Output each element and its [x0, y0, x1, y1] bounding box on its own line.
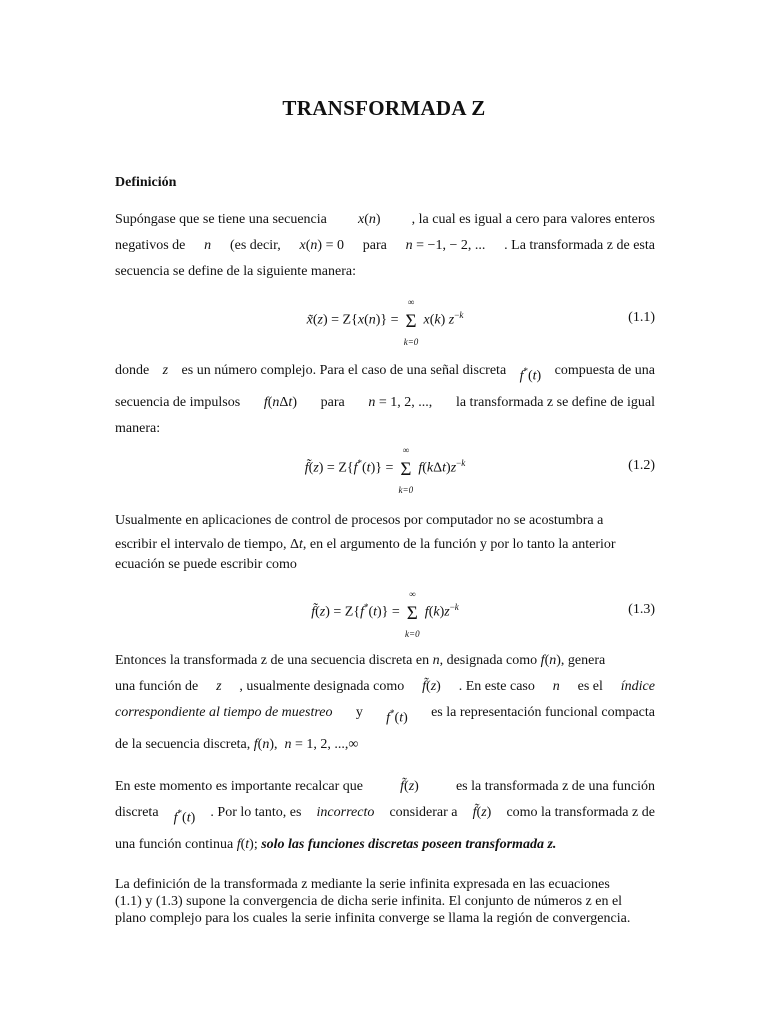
equation-1-2	[115, 444, 655, 495]
paragraph-1	[115, 207, 655, 285]
p5-text-e: incorrecto	[316, 805, 375, 820]
p4-text-f: . En este caso	[458, 679, 535, 694]
math-ftilde-z: f̃(z)	[472, 805, 492, 820]
p4-text-d: una función de	[115, 679, 199, 694]
p4-text-k: es la representación funcional compacta	[431, 705, 655, 720]
p5-text-h: una función continua	[115, 836, 234, 852]
p4-text-i: correspondiente al tiempo de muestreo	[115, 705, 333, 720]
equation-1-1-expression: x̃(z) = Z{x(n)} = ∞ Σ k=0 x(k) $z^{-k}$	[306, 296, 464, 347]
math-z-comma: z	[216, 679, 222, 694]
paragraph-4-line-1	[115, 648, 655, 674]
math-delta-t: Δt	[289, 537, 303, 552]
paragraph-5	[115, 774, 655, 858]
p5-text-l: .	[552, 836, 557, 852]
math-fn-range: f(n), n = 1, 2, ...,∞	[253, 736, 359, 752]
math-fstar-t: f*(t)	[519, 366, 542, 384]
p2-text-d: secuencia de impulsos	[115, 394, 241, 410]
p3-text-a: escribir el intervalo de tiempo,	[115, 537, 287, 552]
p1-text-f: . La transformada z de esta	[504, 238, 655, 253]
paragraph-6	[115, 876, 655, 927]
equation-1-2-number: (1.2)	[628, 458, 655, 473]
paragraph-4-line-3	[115, 700, 655, 732]
paragraph-6-line-3: plano complejo para los cuales la serie infinita converge se llama la región de convergencia.	[115, 911, 631, 926]
math-z: z	[162, 363, 169, 378]
math-n: n	[552, 679, 560, 694]
p1-text-b: , la cual es igual a cero para valores enteros	[411, 212, 655, 227]
p5-text-i: ;	[253, 836, 258, 852]
paragraph-2	[115, 358, 655, 442]
equation-1-1-number: (1.1)	[628, 310, 655, 325]
paragraph-2-line-2	[115, 390, 655, 416]
p4-text-c: , genera	[560, 653, 606, 668]
paragraph-1-line-3: secuencia se define de la siguiente manera:	[115, 264, 356, 279]
p1-text-c: negativos de	[115, 238, 186, 253]
math-f-t: f(t)	[236, 836, 254, 852]
p5-text-f: considerar a	[389, 805, 458, 820]
math-n-range: n = −1, − 2, ...	[405, 238, 486, 253]
equation-1-2-expression: f̃(z) = Z{f*(t)} = ∞ Σ k=0 $f(k\Delta t)z^{-k}$	[304, 444, 466, 495]
p4-text-g: es el	[577, 679, 603, 694]
p3-text-b: , en el argumento de la función y por lo tanto la anterior	[302, 537, 616, 552]
paragraph-3-line-2	[115, 534, 655, 556]
paragraph-3-line-3: ecuación se puede escribir como	[115, 557, 297, 572]
paragraph-2-line-1	[115, 358, 655, 390]
p4-text-j: y	[355, 705, 363, 720]
page-title: TRANSFORMADA Z	[282, 96, 486, 120]
p5-text-g: como la transformada z de	[506, 805, 655, 820]
p5-text-b: es la transformada z de una función	[455, 779, 655, 794]
math-fstar-t: f*(t)	[173, 808, 196, 826]
equation-1-3-number: (1.3)	[628, 602, 655, 617]
p5-text-d: . Por lo tanto, es	[210, 805, 302, 820]
p4-text-h: índice	[620, 679, 655, 694]
math-ftilde-z: f̃(z)	[400, 779, 419, 794]
paragraph-1-line-2	[115, 233, 655, 259]
p1-text-e: para	[362, 238, 387, 253]
p4-text-e: , usualmente designada como	[239, 679, 405, 694]
p4-text-l: de la secuencia discreta,	[115, 736, 251, 752]
paragraph-5-line-1	[115, 774, 655, 800]
p4-text-b: , designada como	[439, 653, 538, 668]
math-fn: f(n)	[540, 653, 561, 668]
p5-text-j: solo las funciones discretas poseen transformada	[261, 836, 544, 852]
p2-text-e: para	[320, 394, 345, 410]
math-ftilde-z: f̃(z)	[422, 679, 441, 694]
paragraph-4-line-2	[115, 674, 655, 700]
paragraph-3-line-1: Usualmente en aplicaciones de control de procesos por computador no se acostumbra a	[115, 513, 604, 528]
math-fstar-t: f*(t)	[386, 708, 408, 726]
equation-1-3	[115, 588, 655, 639]
paragraph-3	[115, 508, 655, 574]
paragraph-5-line-3	[115, 832, 655, 858]
paragraph-2-line-3: manera:	[115, 420, 161, 436]
section-heading: Definición	[115, 175, 177, 190]
p5-text-a: En este momento es importante recalcar que	[115, 779, 364, 794]
p5-text-c: discreta	[115, 805, 159, 820]
p2-text-b: es un número complejo. Para el caso de una señal discreta	[181, 363, 507, 378]
math-n: n	[204, 238, 212, 253]
p2-text-a: donde	[115, 363, 150, 378]
p2-text-f: la transformada z se define de igual	[455, 394, 655, 410]
paragraph-6-line-1: La definición de la transformada z mediante la serie infinita expresada en las ecuaciones	[115, 877, 610, 892]
equation-1-1	[115, 296, 655, 347]
math-xn-zero: x(n) = 0	[299, 238, 344, 253]
p5-text-k: z	[547, 836, 553, 852]
paragraph-1-line-1	[115, 207, 655, 233]
equation-1-3-expression: f̃(z) = Z{f*(t)} = ∞ Σ k=0 $f(k)z^{-k}$	[311, 588, 459, 639]
p1-text-d: (es decir,	[229, 238, 281, 253]
math-n-positive: n = 1, 2, ...,	[368, 394, 433, 410]
math-n: n	[432, 653, 440, 668]
p1-text-a: Supóngase que se tiene una secuencia	[115, 212, 327, 227]
paragraph-4-line-4	[115, 732, 655, 758]
paragraph-4	[115, 648, 655, 758]
math-xn: x(n)	[357, 212, 381, 227]
math-f-ndt: f(nΔt)	[263, 394, 297, 410]
paragraph-6-line-2: (1.1) y (1.3) supone la convergencia de dicha serie infinita. El conjunto de números z en el	[115, 894, 623, 909]
p2-text-c: compuesta de una	[554, 363, 655, 378]
p4-text-a: Entonces la transformada z de una secuencia discreta en	[115, 653, 430, 668]
paragraph-5-line-2	[115, 800, 655, 832]
